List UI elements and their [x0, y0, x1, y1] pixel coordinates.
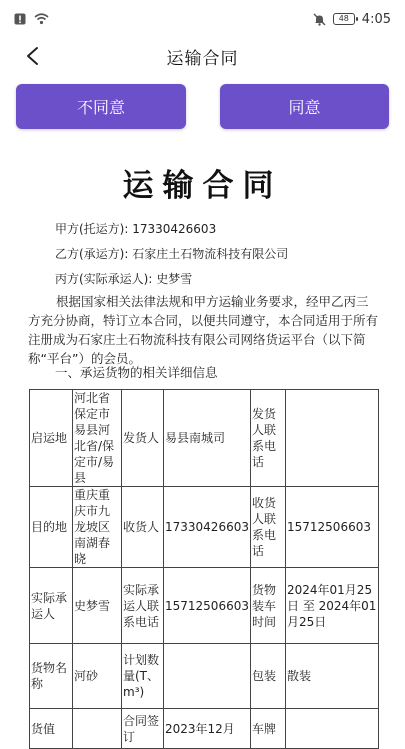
intro-paragraph: 根据国家相关法律法规和甲方运输业务要求，经甲乙丙三方充分协商，特订立本合同，以便共同遵守，本合同适用于所有注册成为石家庄土石物流科技有限公司网络货运平台（以下简称“平台”）的会员。	[28, 294, 379, 366]
table-cell: 15712506603	[286, 487, 379, 568]
disagree-button[interactable]: 不同意	[16, 84, 186, 129]
table-cell: 货物名称	[30, 644, 73, 709]
table-cell	[73, 709, 122, 749]
party-b: 乙方(承运方): 石家庄土石物流科技有限公司	[55, 247, 289, 261]
clock-time: 4:05	[361, 11, 391, 27]
table-cell: 河北省保定市易县河北省/保定市/易县	[73, 390, 122, 487]
table-row	[30, 390, 379, 487]
agree-button[interactable]: 同意	[220, 84, 389, 129]
page-title: 运输合同	[166, 48, 239, 69]
table-cell: 重庆重庆市九龙坡区南湖春晓	[73, 487, 122, 568]
table-cell: 2023年12月	[164, 709, 251, 749]
table-cell: 启运地	[30, 390, 73, 487]
back-button[interactable]	[18, 42, 46, 70]
table-cell: 实际承运人联系电话	[122, 568, 164, 644]
cargo-info-table	[29, 389, 379, 749]
table-cell: 发货人联系电话	[251, 390, 286, 487]
table-cell: 15712506603	[164, 568, 251, 644]
table-cell: 散装	[286, 644, 379, 709]
table-cell: 计划数量(T、m³)	[122, 644, 164, 709]
table-cell: 货值	[30, 709, 73, 749]
table-cell: 史梦雪	[73, 568, 122, 644]
table-cell	[286, 390, 379, 487]
party-a: 甲方(托运方): 17330426603	[55, 222, 217, 236]
contract-document[interactable]	[0, 140, 405, 744]
status-right	[313, 12, 391, 27]
table-cell: 发货人	[122, 390, 164, 487]
contract-title: 运输合同	[122, 168, 283, 204]
table-cell: 包装	[251, 644, 286, 709]
table-row	[30, 568, 379, 644]
table-cell	[164, 644, 251, 709]
table-row	[30, 644, 379, 709]
party-c: 丙方(实际承运人): 史梦雪	[55, 272, 193, 286]
table-cell: 收货人联系电话	[251, 487, 286, 568]
action-row	[0, 84, 405, 130]
table-cell: 收货人	[122, 487, 164, 568]
table-cell: 车牌	[251, 709, 286, 749]
table-cell: 合同签订	[122, 709, 164, 749]
back-arrow-icon	[25, 46, 39, 66]
alert-icon	[14, 13, 26, 25]
table-cell: 目的地	[30, 487, 73, 568]
table-row	[30, 487, 379, 568]
table-cell: 实际承运人	[30, 568, 73, 644]
table-row	[30, 709, 379, 749]
table-cell: 2024年01月25日 至 2024年01月25日	[286, 568, 379, 644]
status-left	[14, 13, 49, 25]
table-cell: 河砂	[73, 644, 122, 709]
table-cell	[286, 709, 379, 749]
mute-icon	[313, 13, 326, 26]
nav-bar	[0, 38, 405, 74]
wifi-icon	[34, 13, 49, 25]
section-heading: 一、承运货物的相关详细信息	[55, 365, 218, 380]
status-bar	[0, 0, 405, 38]
battery-icon: 48	[333, 13, 355, 25]
table-cell: 易县南城司	[164, 390, 251, 487]
table-cell: 货物装车时间	[251, 568, 286, 644]
table-cell: 17330426603	[164, 487, 251, 568]
